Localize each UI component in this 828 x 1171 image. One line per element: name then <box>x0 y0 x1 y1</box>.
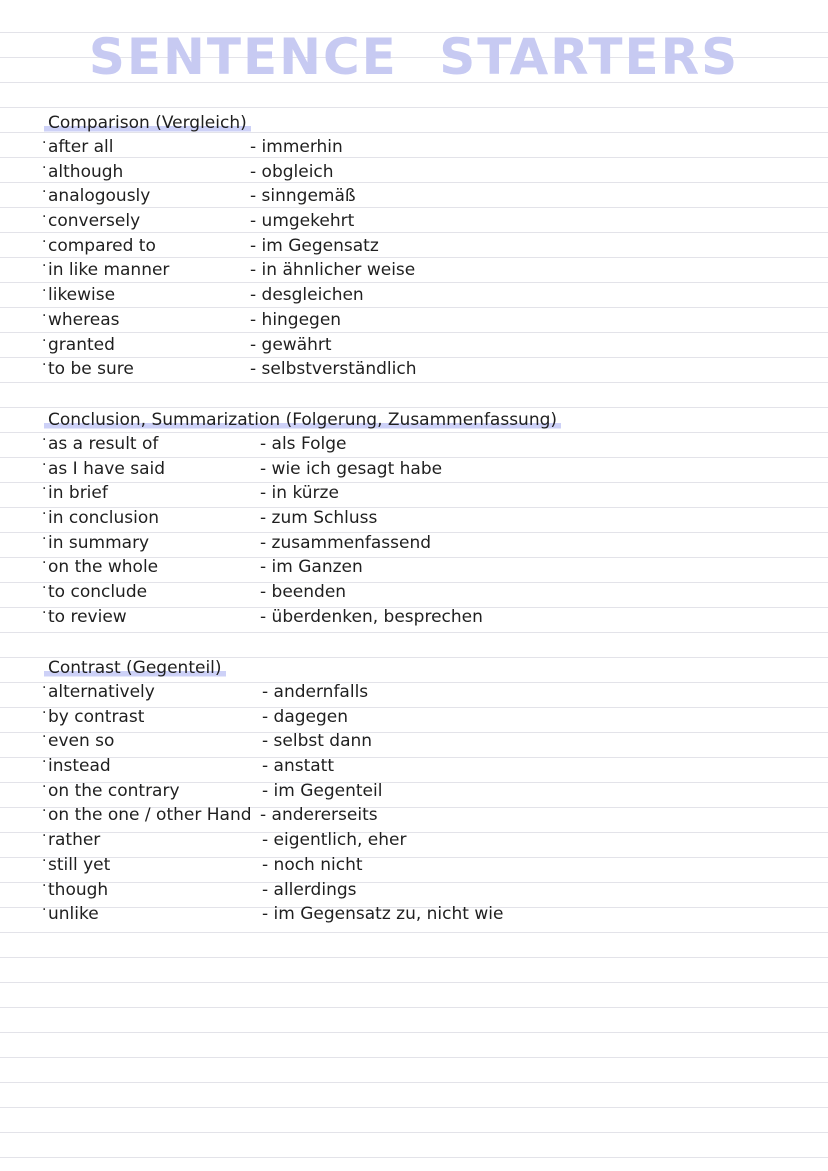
list-item <box>44 531 804 556</box>
german-translation: - andererseits <box>260 805 378 826</box>
english-term: · compared to <box>48 234 156 259</box>
german-translation: - obgleich <box>250 161 334 182</box>
english-term: · by contrast <box>48 705 144 730</box>
list-item <box>44 308 804 333</box>
english-term: · on the contrary <box>48 779 180 804</box>
english-term: · conversely <box>48 209 140 234</box>
english-term: · rather <box>48 828 100 853</box>
list-item <box>44 580 804 605</box>
german-translation: - umgekehrt <box>250 211 355 232</box>
list-item <box>44 457 804 482</box>
section-comparison <box>44 111 804 382</box>
german-translation: - sinngemäß <box>250 186 356 207</box>
german-translation: - zum Schluss <box>260 508 378 529</box>
german-translation: - wie ich gesagt habe <box>260 458 443 479</box>
german-translation: - anstatt <box>262 756 335 777</box>
english-term: · even so <box>48 729 114 754</box>
german-translation: - beenden <box>260 582 347 603</box>
list-item <box>44 555 804 580</box>
english-term: · likewise <box>48 283 115 308</box>
section-conclusion <box>44 408 804 630</box>
german-translation: - als Folge <box>260 434 347 454</box>
list-item <box>44 853 804 878</box>
german-translation: - selbstverständlich <box>250 359 417 380</box>
german-translation: - desgleichen <box>250 285 364 306</box>
list-item <box>44 209 804 234</box>
german-translation: - überdenken, besprechen <box>260 606 483 627</box>
english-term: · though <box>48 878 108 903</box>
german-translation: - noch nicht <box>262 854 363 875</box>
english-term: · in summary <box>48 531 149 556</box>
list-item <box>44 680 804 705</box>
english-term: · on the whole <box>48 555 158 580</box>
list-item <box>44 432 804 457</box>
english-term: · to review <box>48 605 127 630</box>
german-translation: - im Gegensatz zu, nicht wie <box>262 904 504 925</box>
german-translation: - immerhin <box>250 137 343 157</box>
german-translation: - im Gegenteil <box>262 780 383 801</box>
german-translation: - im Gegensatz <box>250 235 379 256</box>
german-translation: - dagegen <box>262 706 349 727</box>
list-item <box>44 357 804 382</box>
list-item <box>44 729 804 754</box>
list-item <box>44 506 804 531</box>
list-item <box>44 258 804 283</box>
english-term: · to be sure <box>48 357 134 382</box>
list-item <box>44 803 804 828</box>
english-term: · unlike <box>48 902 99 927</box>
section-heading: Contrast (Gegenteil) <box>44 656 226 680</box>
list-item <box>44 481 804 506</box>
list-item <box>44 779 804 804</box>
list-item <box>44 878 804 903</box>
english-term: · whereas <box>48 308 120 333</box>
section-heading: Conclusion, Summarization (Folgerung, Zusammenfassung) <box>44 408 561 432</box>
german-translation: - selbst dann <box>262 731 373 752</box>
english-term: · as I have said <box>48 457 165 482</box>
german-translation: - andernfalls <box>262 682 369 702</box>
english-term: · instead <box>48 754 111 779</box>
list-item <box>44 135 804 160</box>
english-term: · although <box>48 160 123 185</box>
english-term: · still yet <box>48 853 110 878</box>
list-item <box>44 902 804 927</box>
german-translation: - zusammenfassend <box>260 532 432 553</box>
section-heading: Comparison (Vergleich) <box>44 111 251 135</box>
german-translation: - hingegen <box>250 309 342 330</box>
list-item <box>44 754 804 779</box>
english-term: · in like manner <box>48 258 169 283</box>
english-term: · as a result of <box>48 432 158 457</box>
list-item <box>44 828 804 853</box>
english-term: · in conclusion <box>48 506 159 531</box>
list-item <box>44 184 804 209</box>
english-term: · alternatively <box>48 680 155 705</box>
list-item <box>44 605 804 630</box>
english-term: · analogously <box>48 184 150 209</box>
section-contrast <box>44 656 804 927</box>
english-term: · after all <box>48 135 114 160</box>
german-translation: - eigentlich, eher <box>262 830 407 851</box>
german-translation: - in kürze <box>260 483 339 504</box>
english-term: · to conclude <box>48 580 147 605</box>
english-term: · on the one / other Hand <box>48 803 252 828</box>
page-title: SENTENCE STARTERS <box>88 28 740 86</box>
list-item <box>44 705 804 730</box>
german-translation: - gewährt <box>250 334 332 355</box>
german-translation: - im Ganzen <box>260 557 363 578</box>
list-item <box>44 160 804 185</box>
list-item <box>44 234 804 259</box>
english-term: · in brief <box>48 481 108 506</box>
list-item <box>44 283 804 308</box>
german-translation: - allerdings <box>262 879 357 900</box>
english-term: · granted <box>48 333 115 358</box>
german-translation: - in ähnlicher weise <box>250 260 416 281</box>
list-item <box>44 333 804 358</box>
